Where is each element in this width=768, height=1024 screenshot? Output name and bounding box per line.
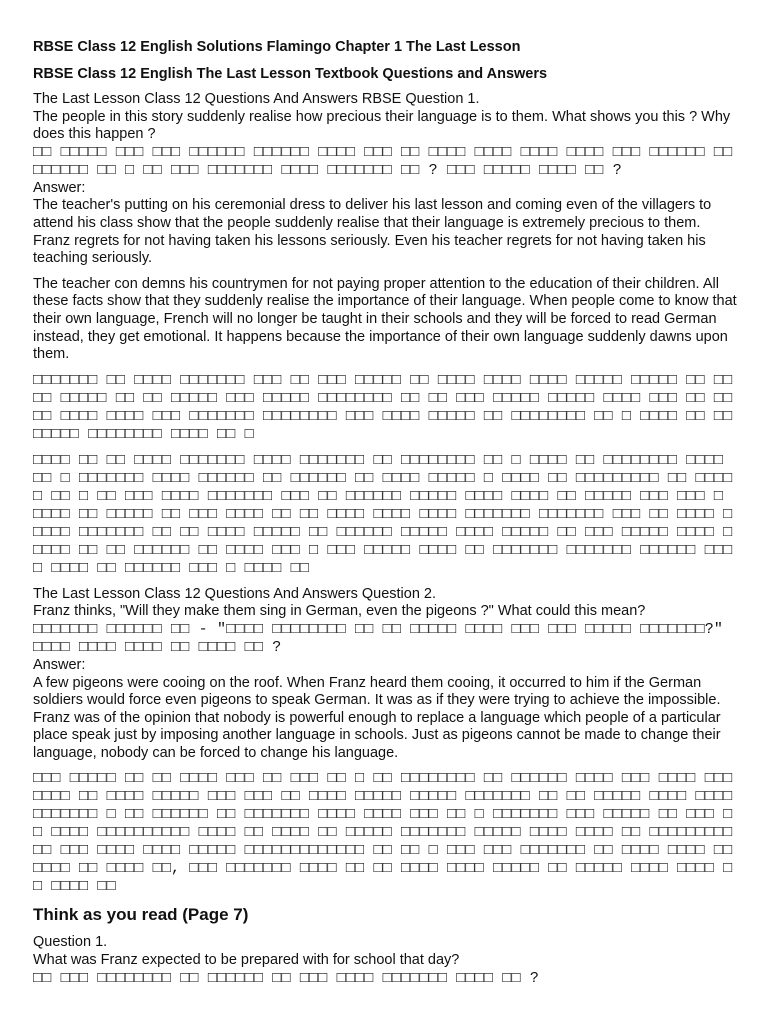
answer-1-paragraph-2: The teacher con demns his countrymen for not paying proper attention to the education of their children. All these facts show that they suddenly realise the importance of their language. When people come to know that their own language, French will no longer be taught in their schools and they will be forced to read German instead, they get emotional. It happens because the importance of their own language suddenly dawns upon them.: [33, 275, 737, 363]
question-2-block: [33, 586, 741, 763]
question-1-hindi: □□ □□□□□ □□□ □□□ □□□□□□ □□□□□□ □□□□ □□□ □□ □□□□ □□□□ □□□□ □□□□ □□□ □□□□□□ □□□□□□□□ □□ □ □□ □□□ □□□□□□□ □□□□ □□□□□□□ □□ ? □□□ □□□□□ □□□□ □□ ?: [33, 143, 733, 179]
question-2-text: Franz thinks, "Will they make them sing in German, even the pigeons ?" What could this mean?: [33, 603, 646, 620]
question-2-heading: The Last Lesson Class 12 Questions And Answers Question 2.: [33, 585, 437, 602]
question-3-block: [33, 934, 741, 987]
question-3-heading: Question 1.: [33, 934, 108, 951]
question-1-text: The people in this story suddenly realise how precious their language is to them. What shows you this ? Why does this happen ?: [33, 108, 731, 143]
answer-2-paragraph-1: A few pigeons were cooing on the roof. When Franz heard them cooing, it occurred to him if the German soldiers would force even pigeons to speak German. It was as if they were trying to achieve the impossible. Franz was of the opinion that nobody is powerful enough to replace a language which people of a particular place speak just by imposing another language in schools. Just as pigeons cannot be made to change their language, nobody can be forced to change his language.: [33, 674, 721, 761]
document-body: [33, 38, 741, 996]
answer-1-hindi-paragraph-1: □□□□□□□ □□ □□□□ □□□□□□□ □□□ □□ □□□ □□□□□ □□ □□□□ □□□□ □□□□ □□□□□ □□□□□ □□ □□□□ □□□□□ □□ □□ □□□□□ □□□ □□□□□ □□□□□□□□ □□ □□ □□□ □□□□□ □□□□□ □□□□ □□□ □□ □□□□ □□□□ □□□□ □□□ □□□□□□□ □□□□□□□□ □□□ □□□□ □□□□□ □□ □□□□□□□□ □□ □ □□□□ □□ □□□□□□□ □□□□□□□□ □□□□ □□ □: [33, 371, 733, 443]
answer-1-paragraph-1: The teacher's putting on his ceremonial dress to deliver his last lesson and coming even of the villagers to attend his class show that the people suddenly realise that their language is extremely precious to them. Franz regrets for not having taken his lessons seriously. Even his teacher regrets for not having taken his teaching seriously.: [33, 197, 712, 267]
answer-1-hindi-paragraph-2: □□□□ □□ □□ □□□□ □□□□□□□ □□□□ □□□□□□□ □□ □□□□□□□□ □□ □ □□□□ □□ □□□□□□□□ □□□□ □□ □ □□□□□□□ □□□□ □□□□□□ □□ □□□□□□ □□ □□□□ □□□□□ □ □□□□ □□ □□□□□□□□□ □□ □□□□□ □□ □ □□ □□□ □□□□ □□□□□□□ □□□ □□ □□□□□□ □□□□□ □□□□ □□□□ □□ □□□□□ □□□ □□□ □ □□□□ □□ □□□□□ □□ □□□ □□□□ □□ □□ □□□□ □□□□ □□□□ □□□□□□□ □□□□□□□ □□□ □□ □□□□ □□□□□ □□□□□□□ □□ □□ □□□□ □□□□□ □□ □□□□□□ □□□□□ □□□□ □□□□□ □□ □□□ □□□□□ □□□□ □□□□□ □□ □□ □□□□□□ □□ □□□□ □□□ □ □□□ □□□□□ □□□□ □□ □□□□□□□ □□□□□□□ □□□□□□ □□□□ □□□□ □□ □□□□□□ □□□ □ □□□□ □□: [33, 451, 733, 577]
page-subtitle: RBSE Class 12 English The Last Lesson Textbook Questions and Answers: [33, 66, 548, 82]
section-heading-think-as-you-read: Think as you read (Page 7): [33, 905, 249, 925]
answer-2-label: Answer:: [33, 656, 86, 673]
question-2-hindi: □□□□□□□ □□□□□□ □□ - "□□□□ □□□□□□□□ □□ □□ □□□□□ □□□□ □□□ □□□ □□□□□ □□□□□□□?" □□□□ □□□□ □□□□ □□ □□□□ □□ ?: [33, 620, 724, 656]
answer-2-hindi-paragraph: □□□ □□□□□ □□ □□ □□□□ □□□ □□ □□□ □□ □ □□ □□□□□□□□ □□ □□□□□□ □□□□ □□□ □□□□ □□□ □□□□ □□ □□□□ □□□□□ □□□ □□□ □□ □□□□ □□□□□ □□□□□ □□□□□□□ □□ □□ □□□□□ □□□□ □□□□□□□□□□□ □ □□ □□□□□□ □□ □□□□□□□ □□□□ □□□□ □□□ □□ □ □□□□□□□ □□□ □□□□□ □□ □□□ □□ □□□□ □□□□□□□□□□ □□□□ □□ □□□□ □□ □□□□□ □□□□□□□ □□□□□ □□□□ □□□□ □□ □□□□□□□□□□□ □□□ □□□□ □□□□ □□□□□ □□□□□□□□□□□□□ □□ □□ □ □□□ □□□ □□□□□□□ □□ □□□□ □□□□ □□□□□□ □□ □□□□ □□, □□□ □□□□□□□ □□□□ □□ □□ □□□□ □□□□ □□□□□ □□ □□□□□ □□□□ □□□□ □□ □□□□ □□: [33, 770, 733, 896]
question-1-block: [33, 91, 741, 268]
question-1-heading: The Last Lesson Class 12 Questions And Answers RBSE Question 1.: [33, 91, 480, 107]
question-3-text: What was Franz expected to be prepared with for school that day?: [33, 952, 460, 969]
question-3-hindi: □□ □□□ □□□□□□□□ □□ □□□□□□ □□ □□□ □□□□ □□□□□□□ □□□□ □□ ?: [33, 969, 540, 987]
answer-1-label: Answer:: [33, 179, 86, 196]
page-title: RBSE Class 12 English Solutions Flamingo Chapter 1 The Last Lesson: [33, 39, 521, 55]
